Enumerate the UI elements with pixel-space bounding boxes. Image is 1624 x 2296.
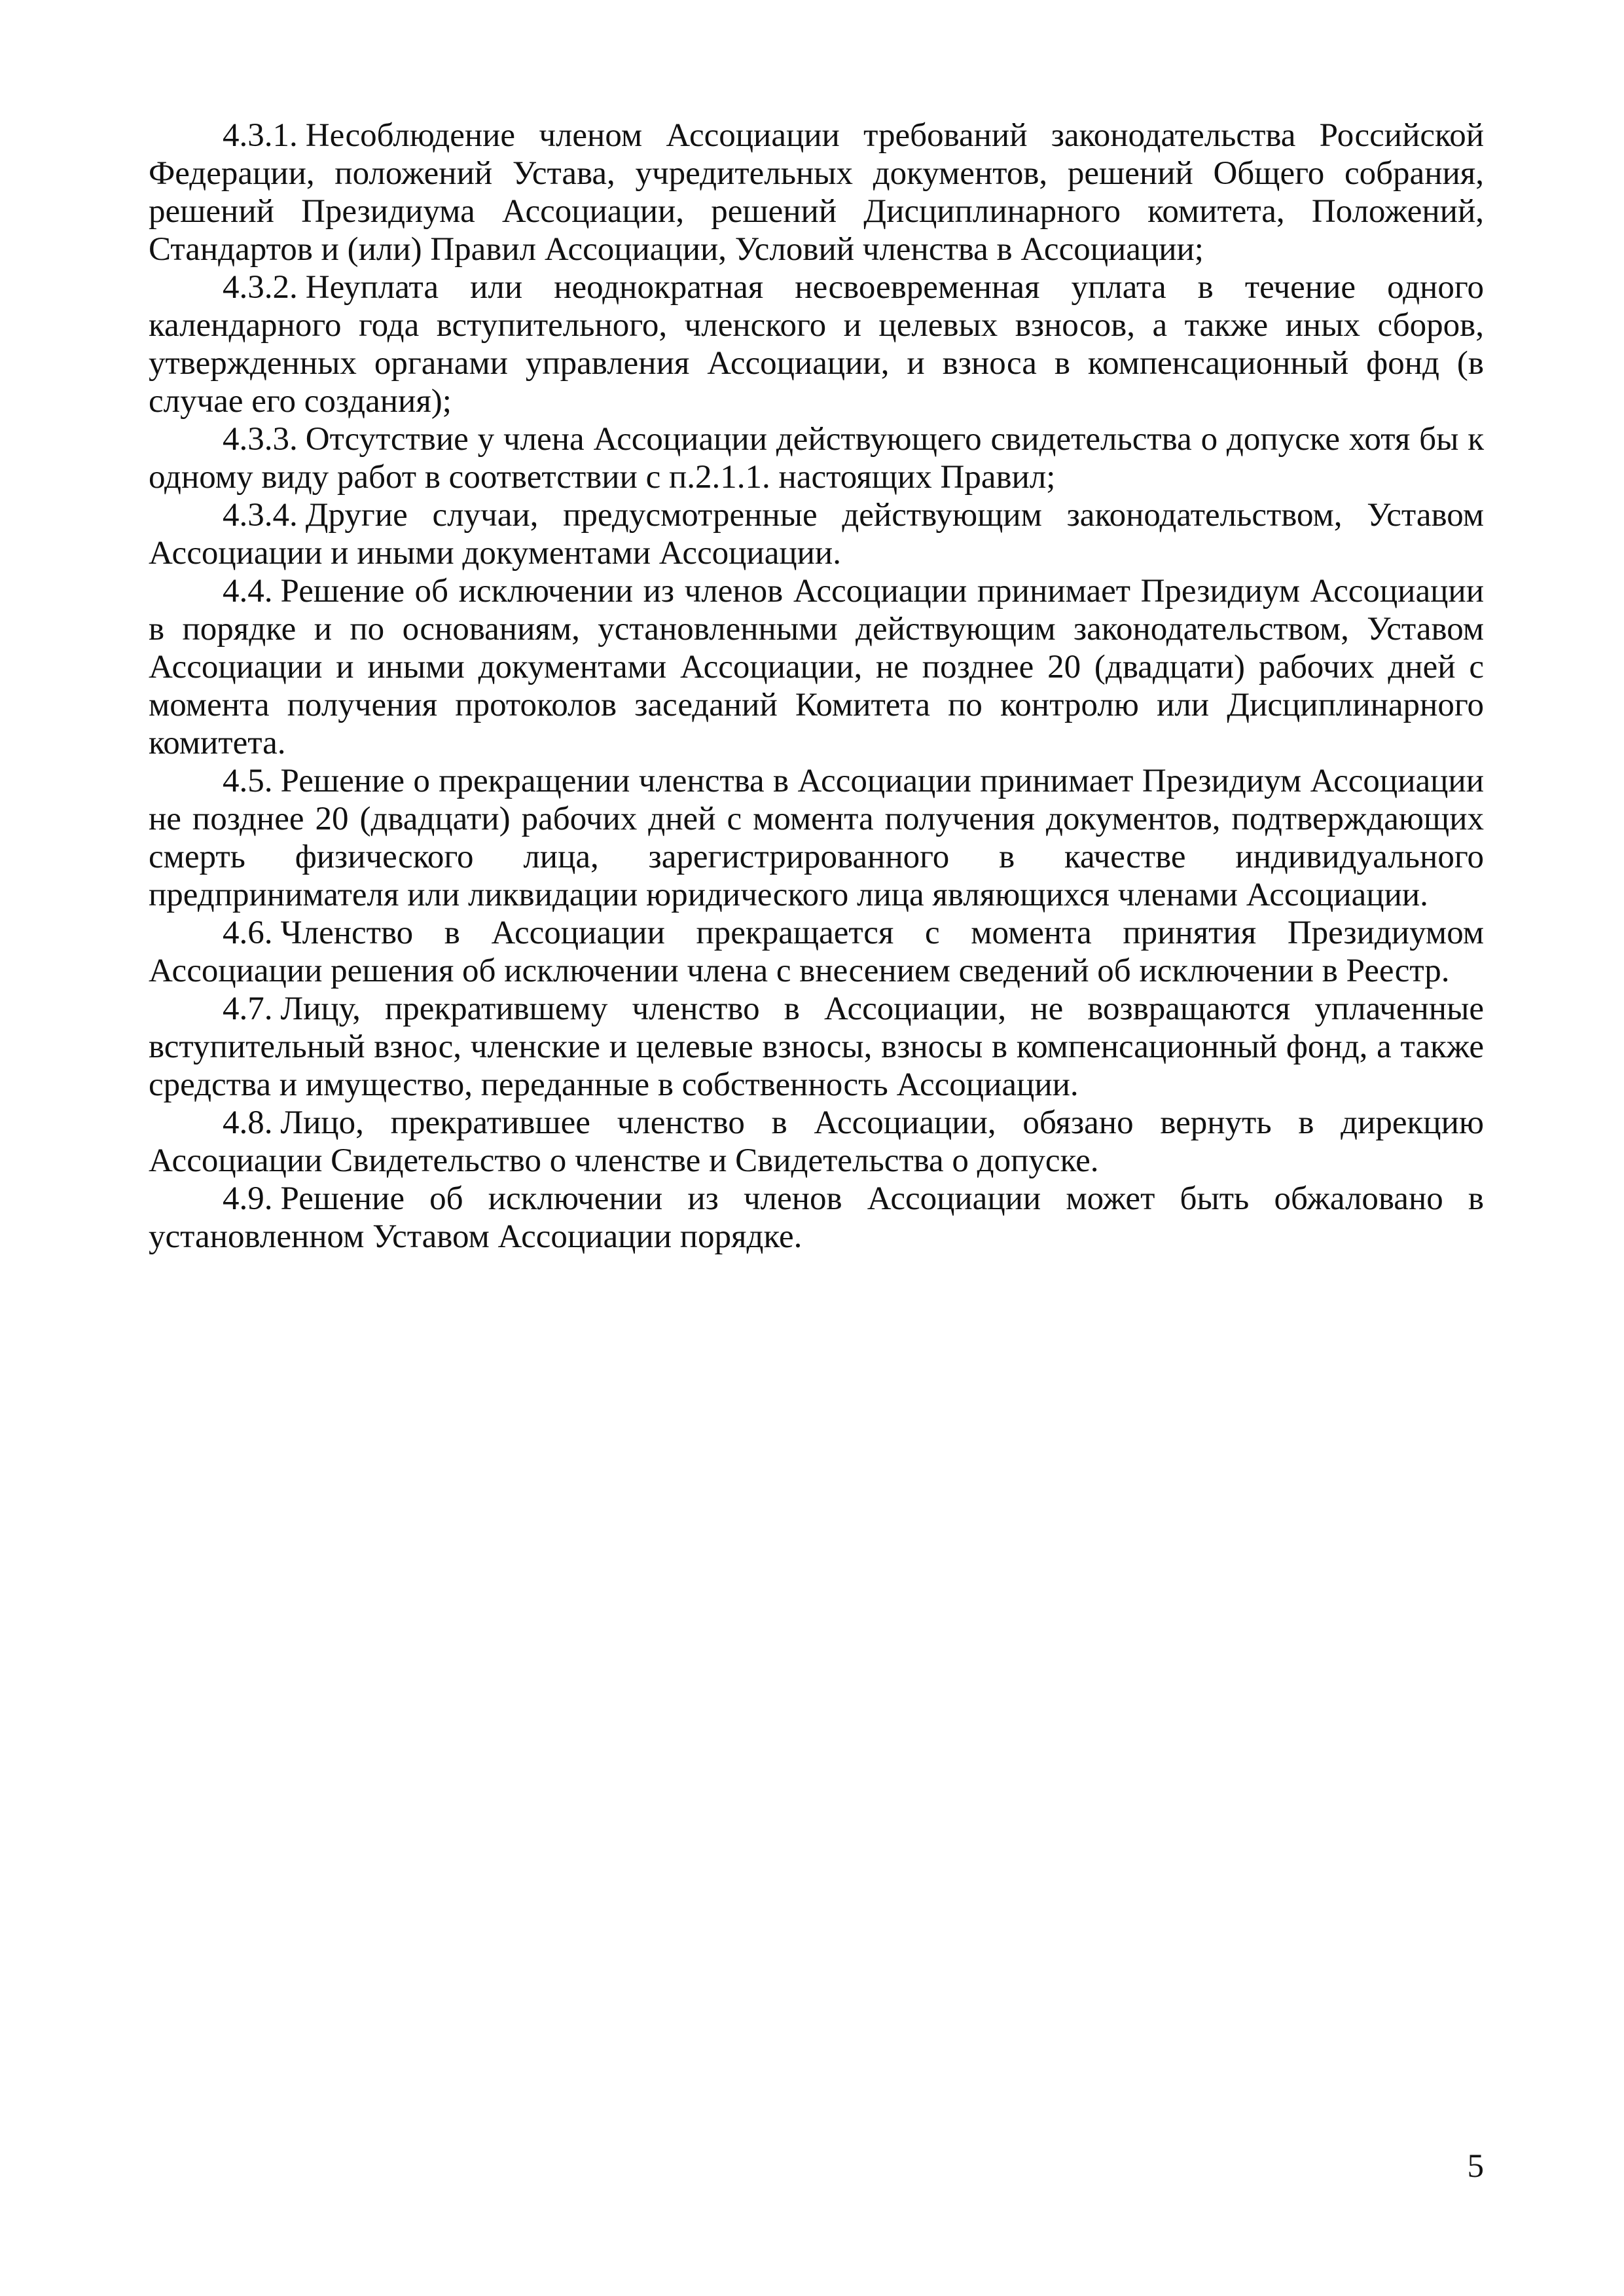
paragraph-number: 4.4. bbox=[223, 573, 273, 610]
paragraph-4-5 bbox=[149, 762, 1484, 914]
paragraph-4-3-1 bbox=[149, 117, 1484, 268]
paragraph-4-3-2 bbox=[149, 268, 1484, 420]
paragraph-text: Неуплата или неоднократная несвоевременная уплата в течение одного календарного года вступительного, членского и целевых взносов, а также иных сборов, утвержденных органами управления Ассоциации, и взноса в компенсационный фонд (в случае его создания); bbox=[149, 269, 1484, 420]
paragraph-number: 4.7. bbox=[223, 991, 273, 1027]
document-body bbox=[149, 117, 1484, 1256]
paragraph-4-6 bbox=[149, 914, 1484, 990]
paragraph-text: Лицо, прекратившее членство в Ассоциации, обязано вернуть в дирекцию Ассоциации Свидетельство о членстве и Свидетельства о допуске. bbox=[149, 1104, 1484, 1179]
paragraph-number: 4.5. bbox=[223, 763, 273, 799]
paragraph-text: Решение об исключении из членов Ассоциации может быть обжаловано в установленном Уставом Ассоциации порядке. bbox=[149, 1180, 1484, 1255]
paragraph-text: Отсутствие у члена Ассоциации действующего свидетельства о допуске хотя бы к одному виду работ в соответствии с п.2.1.1. настоящих Правил; bbox=[149, 421, 1484, 496]
paragraph-4-9 bbox=[149, 1180, 1484, 1256]
paragraph-4-7 bbox=[149, 990, 1484, 1104]
paragraph-number: 4.3.3. bbox=[223, 421, 298, 458]
paragraph-number: 4.6. bbox=[223, 915, 273, 951]
paragraph-text: Несоблюдение членом Ассоциации требований законодательства Российской Федерации, положений Устава, учредительных документов, решений Общего собрания, решений Президиума Ассоциации, решений Дисциплинарного комитета, Положений, Стандартов и (или) Правил Ассоциации, Условий членства в Ассоциации; bbox=[149, 117, 1484, 268]
paragraph-text: Решение о прекращении членства в Ассоциации принимает Президиум Ассоциации не позднее 20 (двадцати) рабочих дней с момента получения документов, подтверждающих смерть физического лица, зарегистрированного в качестве индивидуального предпринимателя или ликвидации юридического лица являющихся членами Ассоциации. bbox=[149, 763, 1484, 913]
paragraph-text: Другие случаи, предусмотренные действующим законодательством, Уставом Ассоциации и иными документами Ассоциации. bbox=[149, 497, 1484, 572]
paragraph-text: Членство в Ассоциации прекращается с момента принятия Президиумом Ассоциации решения об исключении члена с внесением сведений об исключении в Реестр. bbox=[149, 915, 1484, 989]
paragraph-4-3-4 bbox=[149, 496, 1484, 572]
paragraph-text: Решение об исключении из членов Ассоциации принимает Президиум Ассоциации в порядке и по основаниям, установленными действующим законодательством, Уставом Ассоциации и иными документами Ассоциации, не позднее 20 (двадцати) рабочих дней с момента получения протоколов заседаний Комитета по контролю или Дисциплинарного комитета. bbox=[149, 573, 1484, 761]
paragraph-number: 4.3.4. bbox=[223, 497, 298, 534]
paragraph-number: 4.9. bbox=[223, 1180, 273, 1217]
paragraph-text: Лицу, прекратившему членство в Ассоциации, не возвращаются уплаченные вступительный взнос, членские и целевые взносы, взносы в компенсационный фонд, а также средства и имущество, переданные в собственность Ассоциации. bbox=[149, 991, 1484, 1103]
paragraph-4-8 bbox=[149, 1104, 1484, 1180]
paragraph-number: 4.3.2. bbox=[223, 269, 298, 306]
paragraph-number: 4.3.1. bbox=[223, 117, 298, 154]
paragraph-4-3-3 bbox=[149, 420, 1484, 496]
paragraph-number: 4.8. bbox=[223, 1104, 273, 1141]
page-number: 5 bbox=[1467, 2148, 1484, 2185]
paragraph-4-4 bbox=[149, 572, 1484, 762]
